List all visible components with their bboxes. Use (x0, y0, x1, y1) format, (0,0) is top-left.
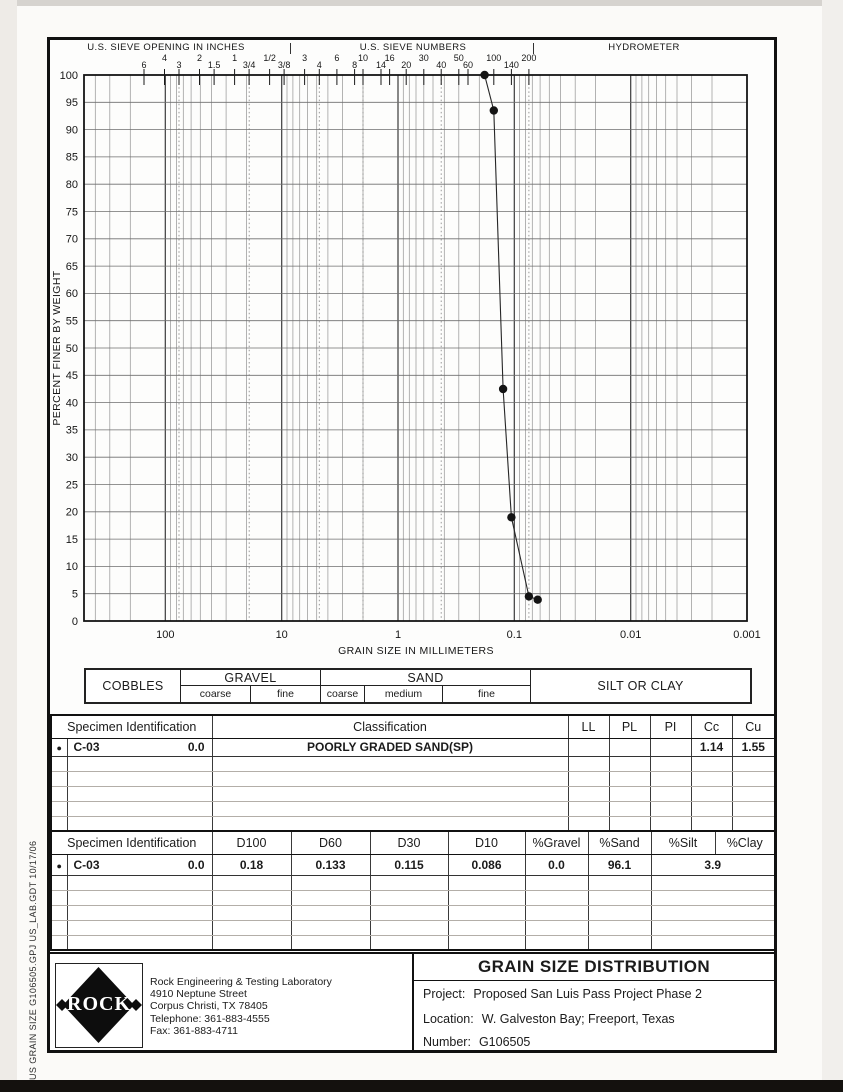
gradation-table (50, 830, 776, 951)
svg-text:10: 10 (357, 53, 369, 63)
specimen-depth: 0.0 (187, 857, 205, 872)
lab-street: 4910 Neptune Street (150, 988, 247, 1001)
d60-value: 0.133 (291, 854, 370, 875)
pct-gravel-value: 0.0 (525, 854, 588, 875)
project-line: Project: Proposed San Luis Pass Project Phase 2 (423, 987, 702, 1001)
title-block (50, 952, 774, 1050)
scan-edge-bottom (0, 1080, 843, 1092)
report-title: GRAIN SIZE DISTRIBUTION (414, 954, 774, 981)
d30-value: 0.115 (370, 854, 448, 875)
specimen-depth: 0.0 (187, 740, 205, 754)
x-axis-title: GRAIN SIZE IN MILLIMETERS (338, 645, 494, 657)
col-pl: PL (609, 715, 650, 738)
empty-row (51, 756, 775, 771)
svg-text:90: 90 (65, 124, 78, 137)
svg-text:60: 60 (65, 288, 78, 301)
fraction-sand-label: SAND (321, 670, 530, 686)
fraction-gravel-fine: fine (277, 688, 294, 700)
col-cu: Cu (732, 715, 775, 738)
svg-text:35: 35 (65, 424, 78, 437)
fraction-cobbles: COBBLES (86, 670, 181, 702)
col-ll: LL (568, 715, 609, 738)
empty-row (51, 920, 775, 935)
empty-row (51, 875, 775, 890)
svg-text:10: 10 (65, 561, 78, 574)
data-point (499, 385, 507, 393)
col-d60: D60 (291, 831, 370, 854)
col-pct-sand: %Sand (588, 831, 651, 854)
col-pct-gravel: %Gravel (525, 831, 588, 854)
specimen-symbol-icon: ● (56, 860, 62, 871)
empty-row (51, 935, 775, 950)
cc-value: 1.14 (691, 738, 732, 756)
data-point (507, 513, 515, 521)
location-value: W. Galveston Bay; Freeport, Texas (481, 1012, 675, 1026)
soil-fraction-bar (84, 668, 752, 704)
pct-silt-clay-value: 3.9 (651, 854, 775, 875)
scan-edge-right (822, 0, 843, 1092)
empty-row (51, 890, 775, 905)
classification-value: POORLY GRADED SAND(SP) (212, 738, 568, 756)
classification-table-header (51, 715, 775, 738)
fraction-gravel (181, 670, 321, 702)
cu-value: 1.55 (732, 738, 775, 756)
number-value: G106505 (478, 1035, 531, 1049)
specimen-id: C-03 (73, 857, 100, 872)
rock-logo (55, 963, 143, 1048)
number-line: Number: G106505 (423, 1035, 531, 1049)
col-pct-silt: %Silt (651, 831, 715, 854)
svg-text:75: 75 (65, 206, 78, 219)
location-line: Location: W. Galveston Bay; Freeport, Texas (423, 1012, 675, 1026)
col-d10: D10 (448, 831, 525, 854)
pi-value (650, 738, 691, 756)
classification-row-c03 (51, 738, 775, 756)
pct-sand-value: 96.1 (588, 854, 651, 875)
fraction-gravel-label: GRAVEL (181, 670, 320, 686)
fraction-sand-coarse: coarse (321, 686, 365, 702)
svg-text:0.1: 0.1 (506, 629, 522, 641)
col-pi: PI (650, 715, 691, 738)
svg-text:16: 16 (384, 53, 395, 63)
svg-text:1: 1 (232, 53, 238, 63)
scan-edge-left (0, 0, 17, 1092)
svg-text:3/8: 3/8 (277, 60, 291, 70)
lab-fax: Fax: 361-883-4711 (150, 1024, 238, 1037)
col-d30: D30 (370, 831, 448, 854)
fraction-sand (321, 670, 531, 702)
col-specimen-id: Specimen Identification (51, 831, 212, 854)
x-axis-labels (156, 629, 761, 641)
svg-text:20: 20 (401, 60, 412, 70)
svg-text:30: 30 (65, 452, 78, 464)
fraction-sand-fine: fine (478, 688, 495, 700)
fraction-sand-medium: medium (365, 686, 443, 702)
svg-text:1/2: 1/2 (263, 53, 276, 63)
svg-text:80: 80 (65, 179, 78, 191)
lab-address (150, 976, 332, 1037)
empty-row (51, 771, 775, 786)
svg-text:6: 6 (334, 53, 340, 63)
grain-size-distribution-chart (50, 40, 774, 662)
lab-telephone: Telephone: 361-883-4555 (150, 1012, 270, 1025)
svg-text:0.01: 0.01 (619, 629, 642, 641)
svg-text:30: 30 (418, 53, 429, 63)
classification-table (50, 714, 776, 832)
lab-city: Corpus Christi, TX 78405 (150, 1000, 268, 1013)
svg-text:20: 20 (65, 506, 78, 519)
col-cc: Cc (691, 715, 732, 738)
gradation-table-header (51, 831, 775, 854)
col-d100: D100 (212, 831, 291, 854)
data-point (490, 106, 498, 114)
svg-text:65: 65 (65, 260, 78, 273)
header-sieve-numbers: U.S. SIEVE NUMBERS (359, 42, 467, 53)
y-axis-title: PERCENT FINER BY WEIGHT (51, 270, 63, 426)
svg-text:4: 4 (161, 53, 168, 63)
svg-text:0.001: 0.001 (733, 629, 761, 641)
header-sieve-inches: U.S. SIEVE OPENING IN INCHES (87, 42, 245, 53)
svg-text:8: 8 (352, 60, 358, 70)
svg-text:40: 40 (65, 397, 78, 410)
svg-text:1: 1 (394, 629, 402, 641)
svg-text:140: 140 (503, 60, 519, 70)
lab-info-panel (50, 954, 412, 1050)
empty-row (51, 905, 775, 920)
col-pct-clay: %Clay (715, 831, 775, 854)
fraction-gravel-coarse: coarse (181, 686, 251, 702)
data-point (480, 71, 488, 79)
d100-value: 0.18 (212, 854, 291, 875)
svg-text:10: 10 (275, 629, 288, 641)
fraction-silt-or-clay: SILT OR CLAY (597, 679, 684, 693)
sieve-ticks (141, 53, 536, 85)
header-hydrometer: HYDROMETER (608, 42, 680, 53)
svg-text:100: 100 (156, 629, 175, 641)
gradation-row-c03 (51, 854, 775, 875)
empty-row (51, 801, 775, 816)
svg-text:40: 40 (436, 60, 447, 70)
scan-edge-top (0, 0, 843, 6)
svg-text:50: 50 (65, 342, 78, 355)
col-classification: Classification (212, 715, 568, 738)
project-value: Proposed San Luis Pass Project Phase 2 (473, 987, 702, 1001)
svg-text:55: 55 (65, 315, 78, 328)
empty-row (51, 816, 775, 831)
svg-text:2: 2 (196, 53, 203, 63)
report-sheet (47, 37, 777, 1053)
data-point (534, 596, 542, 604)
specimen-id: C-03 (73, 740, 100, 754)
svg-text:4: 4 (316, 60, 322, 70)
svg-text:200: 200 (521, 53, 537, 63)
svg-text:6: 6 (141, 60, 147, 70)
svg-text:14: 14 (375, 60, 387, 70)
svg-text:60: 60 (462, 60, 474, 70)
project-panel (412, 954, 774, 1050)
empty-row (51, 786, 775, 801)
svg-text:3: 3 (302, 53, 308, 63)
svg-text:95: 95 (65, 97, 78, 110)
svg-text:70: 70 (65, 233, 78, 246)
d10-value: 0.086 (448, 854, 525, 875)
rock-logo-text: ROCK (67, 993, 131, 1015)
col-specimen-id: Specimen Identification (51, 715, 212, 738)
data-point (525, 592, 533, 600)
ll-value (568, 738, 609, 756)
svg-text:50: 50 (453, 53, 464, 63)
svg-text:85: 85 (65, 151, 78, 164)
svg-text:0: 0 (71, 615, 78, 628)
pl-value (609, 738, 650, 756)
svg-text:45: 45 (65, 370, 78, 383)
lab-name: Rock Engineering & Testing Laboratory (150, 976, 332, 988)
svg-text:5: 5 (71, 588, 78, 601)
svg-text:15: 15 (65, 533, 78, 546)
svg-text:100: 100 (59, 69, 78, 82)
file-stamp-vertical-text: US GRAIN SIZE G106505.GPJ US_LAB.GDT 10/17/06 (28, 840, 38, 1080)
svg-text:100: 100 (486, 53, 502, 63)
specimen-symbol-icon: ● (56, 743, 62, 753)
svg-text:1.5: 1.5 (207, 60, 221, 70)
svg-text:3/4: 3/4 (242, 60, 256, 70)
chart-svg (50, 40, 774, 662)
svg-text:25: 25 (65, 479, 78, 492)
svg-text:3: 3 (176, 60, 182, 70)
